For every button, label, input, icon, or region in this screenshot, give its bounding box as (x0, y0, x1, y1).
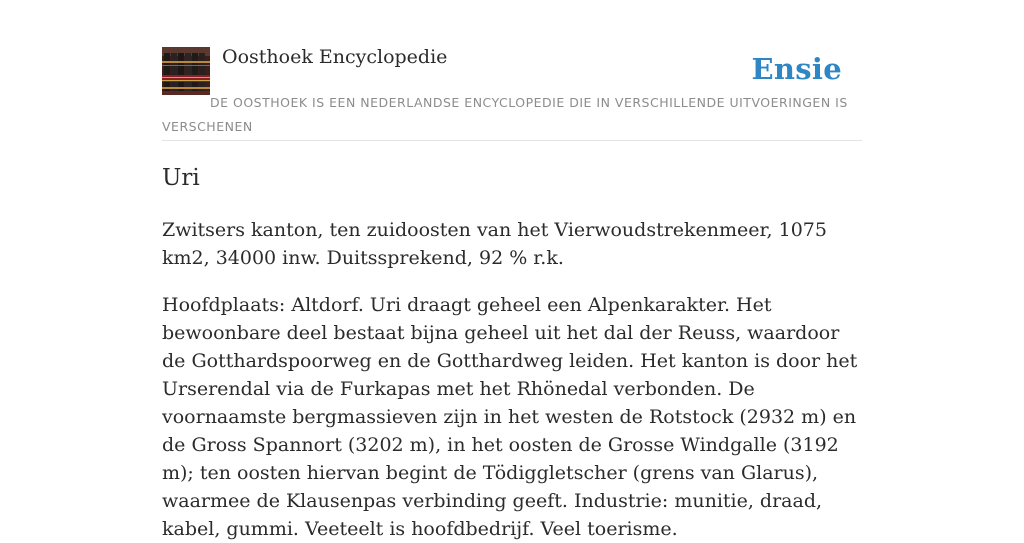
site-tagline: DE OOSTHOEK IS EEN NEDERLANDSE ENCYCLOPEDIE DIE IN VERSCHILLENDE UITVOERINGEN IS VERSCHENEN (162, 95, 848, 134)
encyclopedia-avatar[interactable] (162, 47, 210, 95)
article-paragraph: Zwitsers kanton, ten zuidoosten van het Vierwoudstrekenmeer, 1075 km2, 34000 inw. Duitssprekend, 92 % r.k. (162, 219, 827, 269)
article-paragraph: Hoofdplaats: Altdorf. Uri draagt geheel een Alpenkarakter. Het bewoonbare deel bestaat bijna geheel uit het dal der Reuss, waardoor de Gotthardspoorweg en de Gotthardweg leiden. Het kanton is door het Urserendal via de Furkapas met het Rhönedal verbonden. De voornaamste bergmassieven zijn in het westen de Rotstock (2932 m) en de Gross Spannort (3202 m), in het oosten de Grosse Windgalle (3192 m); ten oosten hiervan begint de Tödiggletscher (grens van Glarus), waarmee de Klausenpas verbinding geeft. Industrie: munitie, draad, kabel, gummi. Veeteelt is hoofdbedrijf. Veel toerisme. (162, 294, 858, 540)
article-title: Uri (162, 165, 200, 191)
site-title[interactable]: Oosthoek Encyclopedie (222, 46, 448, 68)
brand-logo-link[interactable]: Ensie (751, 52, 842, 86)
article (162, 160, 862, 543)
site-header (162, 44, 862, 141)
encyclopedia-books-icon (162, 47, 210, 95)
